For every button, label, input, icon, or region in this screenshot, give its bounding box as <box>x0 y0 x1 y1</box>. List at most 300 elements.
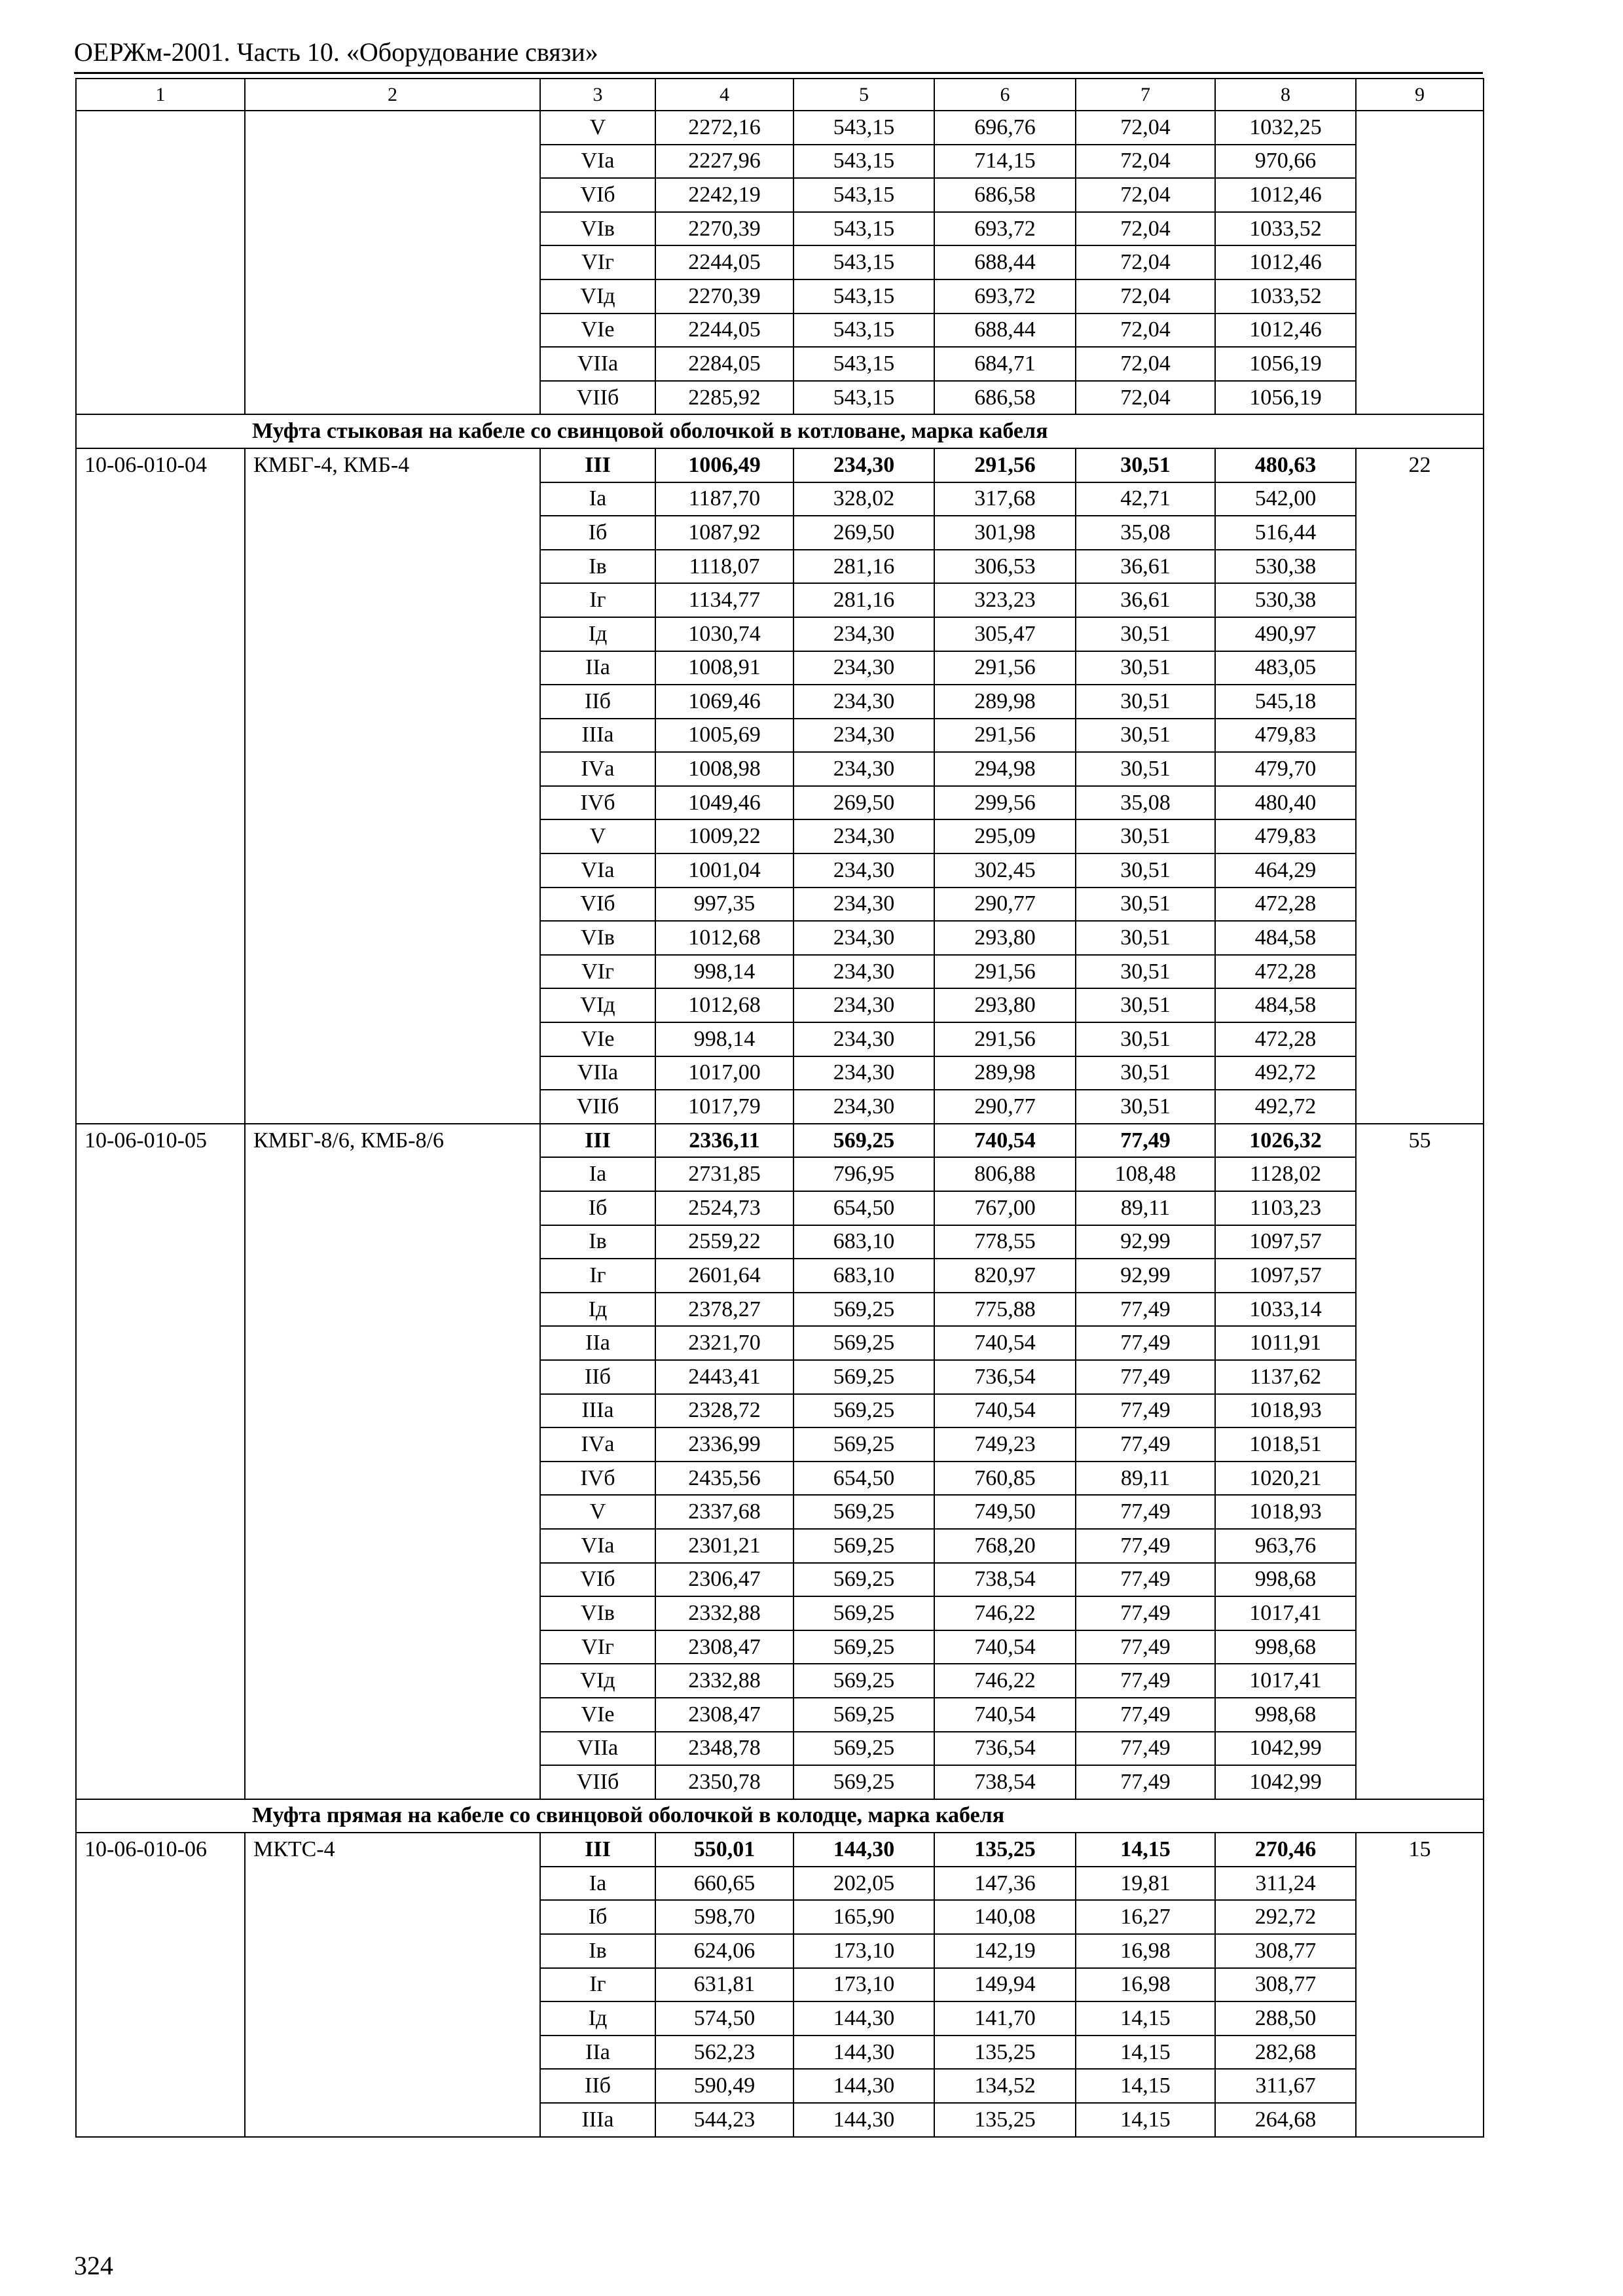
zone-cell: VIа <box>540 853 655 888</box>
column-number: 7 <box>1076 79 1215 111</box>
value-cell-c4: 1005,69 <box>655 719 793 753</box>
value-cell-c8: 464,29 <box>1215 853 1356 888</box>
value-cell-c8: 1012,46 <box>1215 178 1356 212</box>
zone-cell: III <box>540 448 655 482</box>
column-number: 5 <box>793 79 934 111</box>
zone-cell: Iв <box>540 550 655 584</box>
value-cell-c6: 135,25 <box>934 2036 1076 2070</box>
value-cell-c7: 30,51 <box>1076 955 1215 989</box>
value-cell-c4: 2284,05 <box>655 347 793 381</box>
value-cell-c4: 1012,68 <box>655 921 793 955</box>
value-cell-c6: 740,54 <box>934 1124 1076 1158</box>
value-cell-c8: 492,72 <box>1215 1056 1356 1090</box>
value-cell-c5: 654,50 <box>793 1191 934 1225</box>
value-cell-c8: 292,72 <box>1215 1900 1356 1934</box>
value-cell-c7: 92,99 <box>1076 1225 1215 1259</box>
value-cell-c4: 2443,41 <box>655 1360 793 1394</box>
value-cell-c5: 281,16 <box>793 583 934 617</box>
zone-cell: IIа <box>540 1326 655 1360</box>
value-cell-c6: 740,54 <box>934 1698 1076 1732</box>
value-cell-c4: 631,81 <box>655 1968 793 2002</box>
zone-cell: Iб <box>540 1191 655 1225</box>
value-cell-c4: 1134,77 <box>655 583 793 617</box>
value-cell-c8: 311,24 <box>1215 1867 1356 1901</box>
value-cell-c6: 740,54 <box>934 1630 1076 1664</box>
cable-brand: КМБГ-4, КМБ-4 <box>245 448 540 1124</box>
column-number: 6 <box>934 79 1076 111</box>
value-cell-c6: 290,77 <box>934 888 1076 922</box>
value-cell-c6: 688,44 <box>934 314 1076 348</box>
value-cell-c4: 2308,47 <box>655 1630 793 1664</box>
value-cell-c5: 234,30 <box>793 752 934 786</box>
value-cell-c7: 72,04 <box>1076 381 1215 415</box>
norm-value: 55 <box>1356 1124 1484 1799</box>
value-cell-c8: 472,28 <box>1215 955 1356 989</box>
value-cell-c7: 77,49 <box>1076 1698 1215 1732</box>
value-cell-c4: 550,01 <box>655 1833 793 1867</box>
rates-table-body <box>76 79 1484 2137</box>
zone-cell: Iв <box>540 1934 655 1968</box>
value-cell-c8: 490,97 <box>1215 617 1356 651</box>
value-cell-c5: 543,15 <box>793 314 934 348</box>
value-cell-c4: 1009,22 <box>655 819 793 853</box>
value-cell-c4: 1012,68 <box>655 988 793 1022</box>
value-cell-c8: 483,05 <box>1215 651 1356 685</box>
rate-code: 10-06-010-06 <box>76 1833 245 2136</box>
value-cell-c6: 290,77 <box>934 1090 1076 1124</box>
zone-cell: VIд <box>540 279 655 314</box>
value-cell-c8: 516,44 <box>1215 516 1356 550</box>
value-cell-c5: 569,25 <box>793 1732 934 1766</box>
value-cell-c6: 323,23 <box>934 583 1076 617</box>
value-cell-c5: 683,10 <box>793 1225 934 1259</box>
value-cell-c8: 1018,93 <box>1215 1394 1356 1428</box>
value-cell-c7: 72,04 <box>1076 314 1215 348</box>
value-cell-c6: 693,72 <box>934 212 1076 246</box>
value-cell-c5: 144,30 <box>793 2103 934 2137</box>
value-cell-c8: 492,72 <box>1215 1090 1356 1124</box>
value-cell-c6: 806,88 <box>934 1157 1076 1191</box>
zone-cell: IVб <box>540 786 655 820</box>
zone-cell: Iа <box>540 482 655 516</box>
column-number-row <box>76 79 1484 111</box>
value-cell-c4: 2308,47 <box>655 1698 793 1732</box>
value-cell-c6: 686,58 <box>934 381 1076 415</box>
value-cell-c4: 997,35 <box>655 888 793 922</box>
value-cell-c4: 2242,19 <box>655 178 793 212</box>
value-cell-c5: 281,16 <box>793 550 934 584</box>
value-cell-c7: 89,11 <box>1076 1462 1215 1496</box>
value-cell-c4: 2348,78 <box>655 1732 793 1766</box>
value-cell-c5: 234,30 <box>793 955 934 989</box>
value-cell-c6: 135,25 <box>934 2103 1076 2137</box>
value-cell-c6: 768,20 <box>934 1529 1076 1563</box>
zone-cell: Iа <box>540 1157 655 1191</box>
value-cell-c4: 598,70 <box>655 1900 793 1934</box>
table-row <box>76 111 1484 145</box>
value-cell-c6: 306,53 <box>934 550 1076 584</box>
value-cell-c4: 2306,47 <box>655 1563 793 1597</box>
value-cell-c5: 234,30 <box>793 685 934 719</box>
value-cell-c6: 134,52 <box>934 2069 1076 2103</box>
zone-cell: VIб <box>540 1563 655 1597</box>
value-cell-c7: 14,15 <box>1076 1833 1215 1867</box>
zone-cell: Iв <box>540 1225 655 1259</box>
value-cell-c7: 30,51 <box>1076 921 1215 955</box>
value-cell-c8: 1056,19 <box>1215 347 1356 381</box>
value-cell-c6: 135,25 <box>934 1833 1076 1867</box>
value-cell-c5: 569,25 <box>793 1563 934 1597</box>
value-cell-c8: 484,58 <box>1215 988 1356 1022</box>
value-cell-c5: 234,30 <box>793 651 934 685</box>
zone-cell: Iг <box>540 1968 655 2002</box>
value-cell-c5: 569,25 <box>793 1596 934 1630</box>
value-cell-c6: 147,36 <box>934 1867 1076 1901</box>
zone-cell: VIд <box>540 988 655 1022</box>
value-cell-c7: 30,51 <box>1076 719 1215 753</box>
value-cell-c7: 30,51 <box>1076 819 1215 853</box>
value-cell-c4: 1069,46 <box>655 685 793 719</box>
zone-cell: Iа <box>540 1867 655 1901</box>
rates-table-container <box>75 78 1484 2138</box>
value-cell-c5: 569,25 <box>793 1293 934 1327</box>
value-cell-c5: 234,30 <box>793 921 934 955</box>
value-cell-c4: 2601,64 <box>655 1259 793 1293</box>
value-cell-c7: 14,15 <box>1076 2036 1215 2070</box>
value-cell-c6: 686,58 <box>934 178 1076 212</box>
value-cell-c7: 77,49 <box>1076 1124 1215 1158</box>
value-cell-c8: 1042,99 <box>1215 1765 1356 1799</box>
zone-cell: VIIа <box>540 347 655 381</box>
value-cell-c5: 543,15 <box>793 145 934 179</box>
value-cell-c4: 2336,11 <box>655 1124 793 1158</box>
value-cell-c6: 291,56 <box>934 955 1076 989</box>
value-cell-c7: 30,51 <box>1076 617 1215 651</box>
value-cell-c5: 569,25 <box>793 1529 934 1563</box>
value-cell-c4: 998,14 <box>655 955 793 989</box>
value-cell-c8: 998,68 <box>1215 1630 1356 1664</box>
value-cell-c5: 569,25 <box>793 1630 934 1664</box>
value-cell-c7: 16,98 <box>1076 1934 1215 1968</box>
value-cell-c4: 1017,79 <box>655 1090 793 1124</box>
value-cell-c7: 89,11 <box>1076 1191 1215 1225</box>
value-cell-c4: 1017,00 <box>655 1056 793 1090</box>
value-cell-c5: 796,95 <box>793 1157 934 1191</box>
value-cell-c6: 291,56 <box>934 719 1076 753</box>
value-cell-c5: 569,25 <box>793 1765 934 1799</box>
value-cell-c8: 963,76 <box>1215 1529 1356 1563</box>
zone-cell: VIе <box>540 1022 655 1056</box>
cable-brand: МКТС-4 <box>245 1833 540 2136</box>
value-cell-c7: 77,49 <box>1076 1563 1215 1597</box>
column-number: 1 <box>76 79 245 111</box>
value-cell-c5: 165,90 <box>793 1900 934 1934</box>
value-cell-c7: 30,51 <box>1076 752 1215 786</box>
zone-cell: Iб <box>540 1900 655 1934</box>
value-cell-c8: 1020,21 <box>1215 1462 1356 1496</box>
value-cell-c6: 684,71 <box>934 347 1076 381</box>
value-cell-c7: 14,15 <box>1076 2103 1215 2137</box>
value-cell-c5: 234,30 <box>793 888 934 922</box>
value-cell-c8: 1012,46 <box>1215 314 1356 348</box>
value-cell-c6: 149,94 <box>934 1968 1076 2002</box>
value-cell-c5: 569,25 <box>793 1326 934 1360</box>
value-cell-c4: 544,23 <box>655 2103 793 2137</box>
value-cell-c7: 35,08 <box>1076 786 1215 820</box>
value-cell-c5: 543,15 <box>793 111 934 145</box>
value-cell-c5: 543,15 <box>793 381 934 415</box>
value-cell-c5: 202,05 <box>793 1867 934 1901</box>
zone-cell: Iд <box>540 617 655 651</box>
zone-cell: VIб <box>540 888 655 922</box>
value-cell-c5: 569,25 <box>793 1698 934 1732</box>
value-cell-c4: 1008,91 <box>655 651 793 685</box>
value-cell-c8: 1056,19 <box>1215 381 1356 415</box>
zone-cell: VIIб <box>540 1765 655 1799</box>
value-cell-c7: 77,49 <box>1076 1732 1215 1766</box>
table-row <box>76 1833 1484 1867</box>
value-cell-c5: 234,30 <box>793 1056 934 1090</box>
section-title: Муфта прямая на кабеле со свинцовой оболочкой в колодце, марка кабеля <box>76 1799 1484 1833</box>
value-cell-c7: 77,49 <box>1076 1529 1215 1563</box>
value-cell-c7: 77,49 <box>1076 1495 1215 1529</box>
value-cell-c6: 142,19 <box>934 1934 1076 1968</box>
value-cell-c7: 72,04 <box>1076 245 1215 279</box>
value-cell-c5: 543,15 <box>793 245 934 279</box>
norm-value: 22 <box>1356 448 1484 1124</box>
column-number: 9 <box>1356 79 1484 111</box>
cable-brand: КМБГ-8/6, КМБ-8/6 <box>245 1124 540 1799</box>
value-cell-c7: 72,04 <box>1076 145 1215 179</box>
value-cell-c8: 970,66 <box>1215 145 1356 179</box>
value-cell-c4: 624,06 <box>655 1934 793 1968</box>
value-cell-c6: 302,45 <box>934 853 1076 888</box>
value-cell-c5: 144,30 <box>793 2069 934 2103</box>
value-cell-c5: 234,30 <box>793 719 934 753</box>
value-cell-c4: 2332,88 <box>655 1596 793 1630</box>
zone-cell: VIIа <box>540 1056 655 1090</box>
zone-cell: VIе <box>540 314 655 348</box>
zone-cell: VIIа <box>540 1732 655 1766</box>
value-cell-c8: 1017,41 <box>1215 1664 1356 1698</box>
zone-cell: IVа <box>540 752 655 786</box>
value-cell-c4: 2272,16 <box>655 111 793 145</box>
norm-value: 15 <box>1356 1833 1484 2136</box>
zone-cell: VIг <box>540 1630 655 1664</box>
value-cell-c7: 30,51 <box>1076 888 1215 922</box>
value-cell-c7: 30,51 <box>1076 988 1215 1022</box>
value-cell-c7: 14,15 <box>1076 2069 1215 2103</box>
value-cell-c4: 2435,56 <box>655 1462 793 1496</box>
value-cell-c6: 749,23 <box>934 1427 1076 1462</box>
value-cell-c6: 746,22 <box>934 1596 1076 1630</box>
value-cell-c7: 77,49 <box>1076 1326 1215 1360</box>
value-cell-c5: 234,30 <box>793 617 934 651</box>
value-cell-c7: 77,49 <box>1076 1293 1215 1327</box>
value-cell-c7: 30,51 <box>1076 651 1215 685</box>
zone-cell: VIв <box>540 212 655 246</box>
value-cell-c6: 293,80 <box>934 988 1076 1022</box>
value-cell-c4: 590,49 <box>655 2069 793 2103</box>
value-cell-c8: 1026,32 <box>1215 1124 1356 1158</box>
value-cell-c8: 472,28 <box>1215 1022 1356 1056</box>
value-cell-c4: 1030,74 <box>655 617 793 651</box>
value-cell-c6: 714,15 <box>934 145 1076 179</box>
value-cell-c6: 740,54 <box>934 1394 1076 1428</box>
value-cell-c5: 683,10 <box>793 1259 934 1293</box>
zone-cell: V <box>540 1495 655 1529</box>
zone-cell: IIа <box>540 651 655 685</box>
value-cell-c7: 77,49 <box>1076 1765 1215 1799</box>
zone-cell: V <box>540 819 655 853</box>
value-cell-c8: 1017,41 <box>1215 1596 1356 1630</box>
value-cell-c7: 92,99 <box>1076 1259 1215 1293</box>
zone-cell: IIб <box>540 685 655 719</box>
value-cell-c7: 77,49 <box>1076 1427 1215 1462</box>
value-cell-c4: 2301,21 <box>655 1529 793 1563</box>
table-row <box>76 448 1484 482</box>
value-cell-c5: 569,25 <box>793 1427 934 1462</box>
value-cell-c8: 1033,52 <box>1215 212 1356 246</box>
value-cell-c7: 36,61 <box>1076 583 1215 617</box>
zone-cell: III <box>540 1833 655 1867</box>
value-cell-c5: 144,30 <box>793 1833 934 1867</box>
zone-cell: VIе <box>540 1698 655 1732</box>
value-cell-c7: 72,04 <box>1076 212 1215 246</box>
value-cell-c8: 545,18 <box>1215 685 1356 719</box>
section-row <box>76 1799 1484 1833</box>
value-cell-c6: 778,55 <box>934 1225 1076 1259</box>
zone-cell: IVб <box>540 1462 655 1496</box>
value-cell-c5: 269,50 <box>793 516 934 550</box>
value-cell-c5: 543,15 <box>793 347 934 381</box>
value-cell-c6: 291,56 <box>934 1022 1076 1056</box>
value-cell-c4: 2524,73 <box>655 1191 793 1225</box>
column-number: 8 <box>1215 79 1356 111</box>
zone-cell: Iг <box>540 1259 655 1293</box>
value-cell-c5: 234,30 <box>793 819 934 853</box>
value-cell-c4: 1001,04 <box>655 853 793 888</box>
value-cell-c6: 291,56 <box>934 651 1076 685</box>
value-cell-c8: 472,28 <box>1215 888 1356 922</box>
value-cell-c8: 479,83 <box>1215 819 1356 853</box>
column-number: 2 <box>245 79 540 111</box>
value-cell-c7: 42,71 <box>1076 482 1215 516</box>
value-cell-c8: 1097,57 <box>1215 1225 1356 1259</box>
value-cell-c8: 530,38 <box>1215 550 1356 584</box>
value-cell-c4: 2337,68 <box>655 1495 793 1529</box>
value-cell-c5: 569,25 <box>793 1360 934 1394</box>
value-cell-c4: 562,23 <box>655 2036 793 2070</box>
value-cell-c5: 543,15 <box>793 178 934 212</box>
value-cell-c4: 2350,78 <box>655 1765 793 1799</box>
value-cell-c4: 2227,96 <box>655 145 793 179</box>
value-cell-c8: 1137,62 <box>1215 1360 1356 1394</box>
zone-cell: VIIб <box>540 381 655 415</box>
zone-cell: IIIа <box>540 2103 655 2137</box>
norm-value <box>1356 111 1484 414</box>
value-cell-c8: 288,50 <box>1215 2001 1356 2036</box>
page-number: 324 <box>74 2251 113 2280</box>
value-cell-c5: 569,25 <box>793 1124 934 1158</box>
value-cell-c6: 140,08 <box>934 1900 1076 1934</box>
value-cell-c8: 1033,52 <box>1215 279 1356 314</box>
value-cell-c6: 289,98 <box>934 685 1076 719</box>
zone-cell: IIа <box>540 2036 655 2070</box>
value-cell-c8: 542,00 <box>1215 482 1356 516</box>
value-cell-c6: 299,56 <box>934 786 1076 820</box>
column-number: 4 <box>655 79 793 111</box>
value-cell-c5: 543,15 <box>793 279 934 314</box>
value-cell-c7: 77,49 <box>1076 1664 1215 1698</box>
value-cell-c5: 234,30 <box>793 988 934 1022</box>
value-cell-c6: 767,00 <box>934 1191 1076 1225</box>
value-cell-c4: 1187,70 <box>655 482 793 516</box>
value-cell-c7: 77,49 <box>1076 1394 1215 1428</box>
value-cell-c6: 294,98 <box>934 752 1076 786</box>
column-number: 3 <box>540 79 655 111</box>
value-cell-c7: 30,51 <box>1076 1022 1215 1056</box>
zone-cell: IIб <box>540 2069 655 2103</box>
zone-cell: VIIб <box>540 1090 655 1124</box>
section-title: Муфта стыковая на кабеле со свинцовой оболочкой в котловане, марка кабеля <box>76 414 1484 448</box>
value-cell-c4: 660,65 <box>655 1867 793 1901</box>
value-cell-c6: 289,98 <box>934 1056 1076 1090</box>
value-cell-c4: 2378,27 <box>655 1293 793 1327</box>
value-cell-c5: 144,30 <box>793 2001 934 2036</box>
value-cell-c8: 484,58 <box>1215 921 1356 955</box>
value-cell-c4: 2270,39 <box>655 212 793 246</box>
value-cell-c4: 2559,22 <box>655 1225 793 1259</box>
value-cell-c5: 234,30 <box>793 853 934 888</box>
value-cell-c8: 308,77 <box>1215 1934 1356 1968</box>
value-cell-c6: 746,22 <box>934 1664 1076 1698</box>
value-cell-c5: 654,50 <box>793 1462 934 1496</box>
value-cell-c8: 480,63 <box>1215 448 1356 482</box>
value-cell-c8: 311,67 <box>1215 2069 1356 2103</box>
value-cell-c5: 569,25 <box>793 1495 934 1529</box>
value-cell-c7: 108,48 <box>1076 1157 1215 1191</box>
value-cell-c8: 1033,14 <box>1215 1293 1356 1327</box>
zone-cell: III <box>540 1124 655 1158</box>
value-cell-c8: 1011,91 <box>1215 1326 1356 1360</box>
value-cell-c5: 144,30 <box>793 2036 934 2070</box>
value-cell-c8: 998,68 <box>1215 1563 1356 1597</box>
zone-cell: VIв <box>540 921 655 955</box>
value-cell-c6: 291,56 <box>934 448 1076 482</box>
zone-cell: IIIа <box>540 719 655 753</box>
value-cell-c4: 1008,98 <box>655 752 793 786</box>
value-cell-c6: 317,68 <box>934 482 1076 516</box>
value-cell-c4: 1049,46 <box>655 786 793 820</box>
value-cell-c7: 16,98 <box>1076 1968 1215 2002</box>
value-cell-c7: 77,49 <box>1076 1596 1215 1630</box>
value-cell-c7: 16,27 <box>1076 1900 1215 1934</box>
value-cell-c4: 998,14 <box>655 1022 793 1056</box>
table-row <box>76 1124 1484 1158</box>
value-cell-c7: 77,49 <box>1076 1630 1215 1664</box>
value-cell-c4: 2321,70 <box>655 1326 793 1360</box>
value-cell-c6: 738,54 <box>934 1563 1076 1597</box>
value-cell-c5: 569,25 <box>793 1394 934 1428</box>
value-cell-c6: 749,50 <box>934 1495 1076 1529</box>
value-cell-c4: 2332,88 <box>655 1664 793 1698</box>
value-cell-c8: 530,38 <box>1215 583 1356 617</box>
value-cell-c5: 328,02 <box>793 482 934 516</box>
value-cell-c7: 72,04 <box>1076 279 1215 314</box>
value-cell-c5: 173,10 <box>793 1968 934 2002</box>
value-cell-c6: 740,54 <box>934 1326 1076 1360</box>
